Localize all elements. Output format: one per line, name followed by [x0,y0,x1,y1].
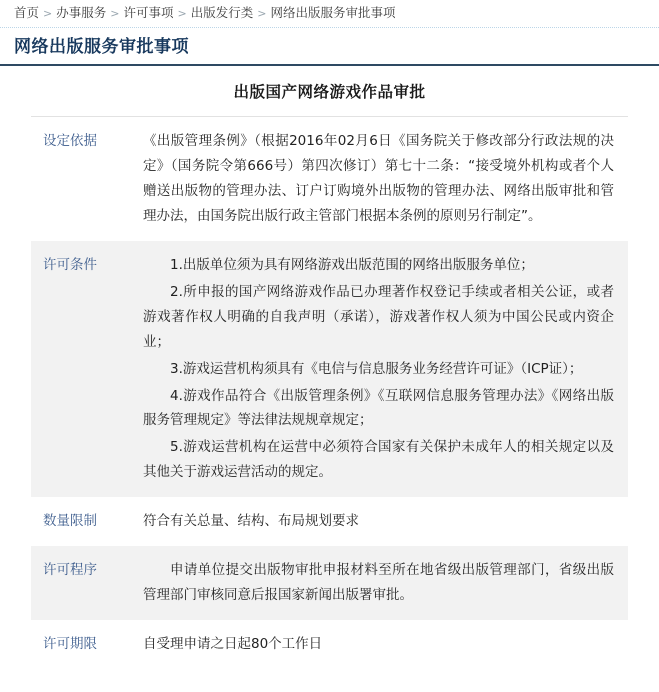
breadcrumb-bar [0,0,659,28]
row-label: 许可条件 [43,256,97,273]
row-label: 许可期限 [43,636,97,653]
row-paragraph: 1.出版单位须为具有网络游戏出版范围的网络出版服务单位； [170,256,534,273]
breadcrumb-separator: > [177,7,187,20]
breadcrumb-item-4[interactable]: 出版发行类 [190,5,254,21]
breadcrumb-separator: > [110,7,120,20]
breadcrumb-item-3[interactable]: 许可事项 [123,5,174,21]
breadcrumb [14,7,395,20]
row-label: 数量限制 [43,513,97,530]
row-paragraph: 《出版管理条例》（根据2016年02月6日《国务院关于修改部分行政法规的决定》（国务院令第666号）第四次修订）第七十二条：“接受境外机构或者个人赠送出版物的管理办法、订户订购境外出版物的管理办法、网络出版审批和管理办法，由国务院出版行政主管部门根据本条例的原则另行制定”。 [143,132,614,224]
row-value [143,546,628,620]
page-title: 网络出版服务审批事项 [14,37,189,57]
row-value [143,497,628,546]
row-paragraph: 4.游戏作品符合《出版管理条例》《互联网信息服务管理办法》《网络出版服务管理规定》等法律法规规章规定； [143,387,614,429]
row-label: 设定依据 [43,132,97,149]
row-value [143,620,628,669]
row-paragraph: 2.所申报的国产网络游戏作品已办理著作权登记手续或者相关公证，或者游戏著作权人明确的自我声明（承诺），游戏著作权人须为中国公民或内资企业； [143,283,614,350]
row-paragraph: 符合有关总量、结构、布局规划要求 [143,513,359,530]
page-title-container [0,28,659,66]
document-title: 出版国产网络游戏作品审批 [233,83,426,102]
table-row [31,497,628,546]
row-paragraph: 自受理申请之日起80个工作日 [143,636,323,653]
breadcrumb-separator: > [43,7,53,20]
breadcrumb-item-2[interactable]: 办事服务 [56,5,107,21]
table-row [31,620,628,669]
breadcrumb-current: 网络出版服务审批事项 [270,5,396,21]
breadcrumb-separator: > [257,7,267,20]
breadcrumb-item-1[interactable]: 首页 [14,5,40,21]
table-row [31,241,628,498]
row-paragraph: 申请单位提交出版物审批申报材料至所在地省级出版管理部门，省级出版管理部门审核同意后报国家新闻出版署审批。 [143,562,614,604]
row-label: 许可程序 [43,562,97,579]
permit-info-table [31,116,628,669]
row-paragraph: 5.游戏运营机构在运营中必须符合国家有关保护未成年人的相关规定以及其他关于游戏运营活动的规定。 [143,439,614,481]
row-value [143,116,628,240]
table-row [31,546,628,620]
table-row [31,116,628,240]
row-value [143,241,628,498]
main-content [0,66,659,669]
row-paragraph: 3.游戏运营机构须具有《电信与信息服务业务经营许可证》（ICP证）； [170,360,583,377]
